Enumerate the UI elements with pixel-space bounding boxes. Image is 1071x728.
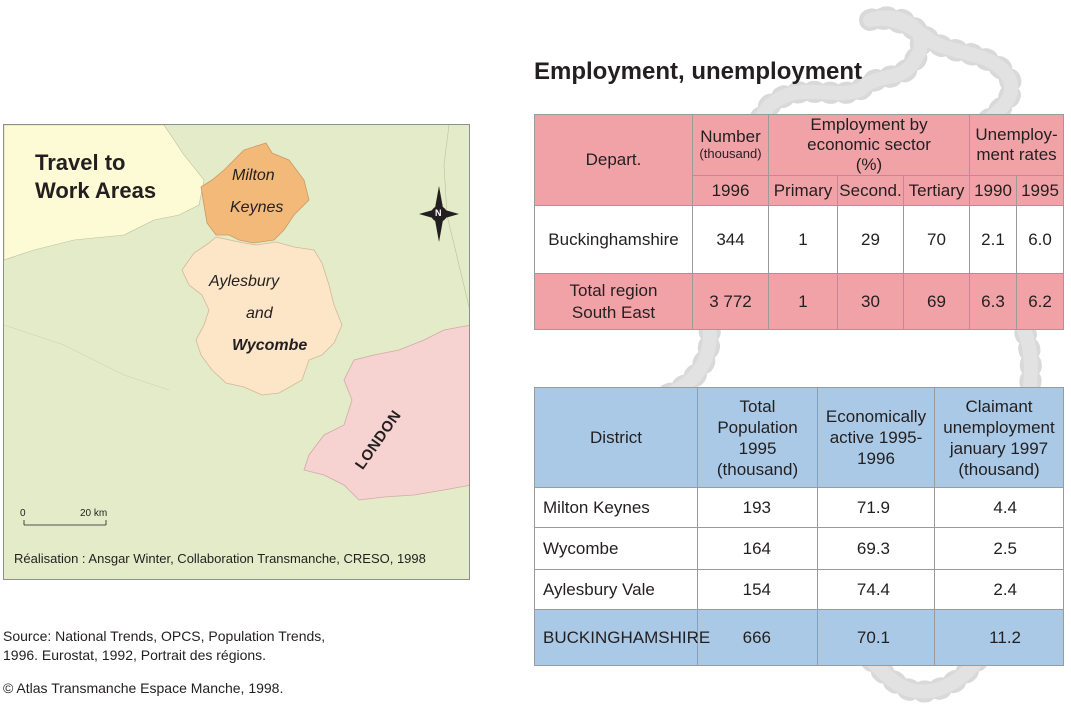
header-tertiary: Tertiary (904, 176, 970, 206)
label-aylesbury: Aylesbury (209, 273, 280, 290)
header-claimant: Claimant unemployment january 1997 (thousand) (935, 388, 1064, 488)
header-number-unit: (thousand) (699, 146, 762, 161)
header-primary: Primary (769, 176, 838, 206)
map-title (35, 149, 156, 205)
travel-to-work-map (3, 124, 470, 580)
table-row (535, 206, 1064, 274)
label-milton: Milton (232, 167, 275, 184)
employment-table (534, 114, 1064, 330)
cell-second: 29 (838, 206, 904, 274)
table-row (535, 610, 1064, 666)
scale-length: 20 km (80, 508, 108, 519)
cell-claimant: 2.5 (935, 528, 1064, 570)
cell-active: 69.3 (818, 528, 935, 570)
header-year-1996: 1996 (693, 176, 769, 206)
cell-u1995: 6.2 (1017, 274, 1064, 330)
header-number (693, 115, 769, 176)
table-row (535, 570, 1064, 610)
copyright-note: © Atlas Transmanche Espace Manche, 1998. (3, 680, 284, 696)
label-london: LONDON (352, 407, 405, 473)
header-population: Total Population 1995 (thousand) (698, 388, 818, 488)
header-district: District (535, 388, 698, 488)
cell-primary: 1 (769, 206, 838, 274)
cell-u1990: 6.3 (970, 274, 1017, 330)
cell-claimant: 4.4 (935, 488, 1064, 528)
label-and: and (246, 305, 273, 322)
source-note: Source: National Trends, OPCS, Population Trends, 1996. Eurostat, 1992, Portrait des régions. (3, 628, 326, 663)
header-year-1990: 1990 (970, 176, 1017, 206)
cell-population: 164 (698, 528, 818, 570)
cell-active: 74.4 (818, 570, 935, 610)
header-depart: Depart. (535, 115, 693, 206)
cell-primary: 1 (769, 274, 838, 330)
cell-name: Buckinghamshire (535, 206, 693, 274)
map-title-line1: Travel to (35, 150, 126, 175)
cell-number: 3 772 (693, 274, 769, 330)
cell-population: 193 (698, 488, 818, 528)
cell-claimant: 2.4 (935, 570, 1064, 610)
cell-district: BUCKINGHAMSHIRE (535, 610, 698, 666)
cell-district: Aylesbury Vale (535, 570, 698, 610)
header-second: Second. (838, 176, 904, 206)
cell-population: 666 (698, 610, 818, 666)
cell-active: 71.9 (818, 488, 935, 528)
north-label: N (435, 208, 442, 218)
cell-population: 154 (698, 570, 818, 610)
map-credit: Réalisation : Ansgar Winter, Collaboration Transmanche, CRESO, 1998 (14, 551, 426, 566)
label-wycombe: Wycombe (232, 337, 308, 354)
table-row (535, 528, 1064, 570)
district-table (534, 387, 1064, 666)
cell-tertiary: 69 (904, 274, 970, 330)
cell-tertiary: 70 (904, 206, 970, 274)
header-year-1995: 1995 (1017, 176, 1064, 206)
table-row (535, 488, 1064, 528)
cell-number: 344 (693, 206, 769, 274)
cell-name: Total region South East (535, 274, 693, 330)
cell-district: Milton Keynes (535, 488, 698, 528)
cell-u1990: 2.1 (970, 206, 1017, 274)
cell-u1995: 6.0 (1017, 206, 1064, 274)
cell-claimant: 11.2 (935, 610, 1064, 666)
header-active: Economically active 1995-1996 (818, 388, 935, 488)
label-keynes: Keynes (230, 199, 284, 216)
header-employment: Employment by economic sector (%) (769, 115, 970, 176)
cell-second: 30 (838, 274, 904, 330)
cell-active: 70.1 (818, 610, 935, 666)
header-unemployment: Unemploy- ment rates (970, 115, 1064, 176)
cell-district: Wycombe (535, 528, 698, 570)
map-title-line2: Work Areas (35, 178, 157, 203)
scale-zero: 0 (20, 508, 26, 519)
header-number-label: Number (700, 127, 761, 146)
table-row (535, 274, 1064, 330)
section-title: Employment, unemployment (534, 58, 863, 85)
